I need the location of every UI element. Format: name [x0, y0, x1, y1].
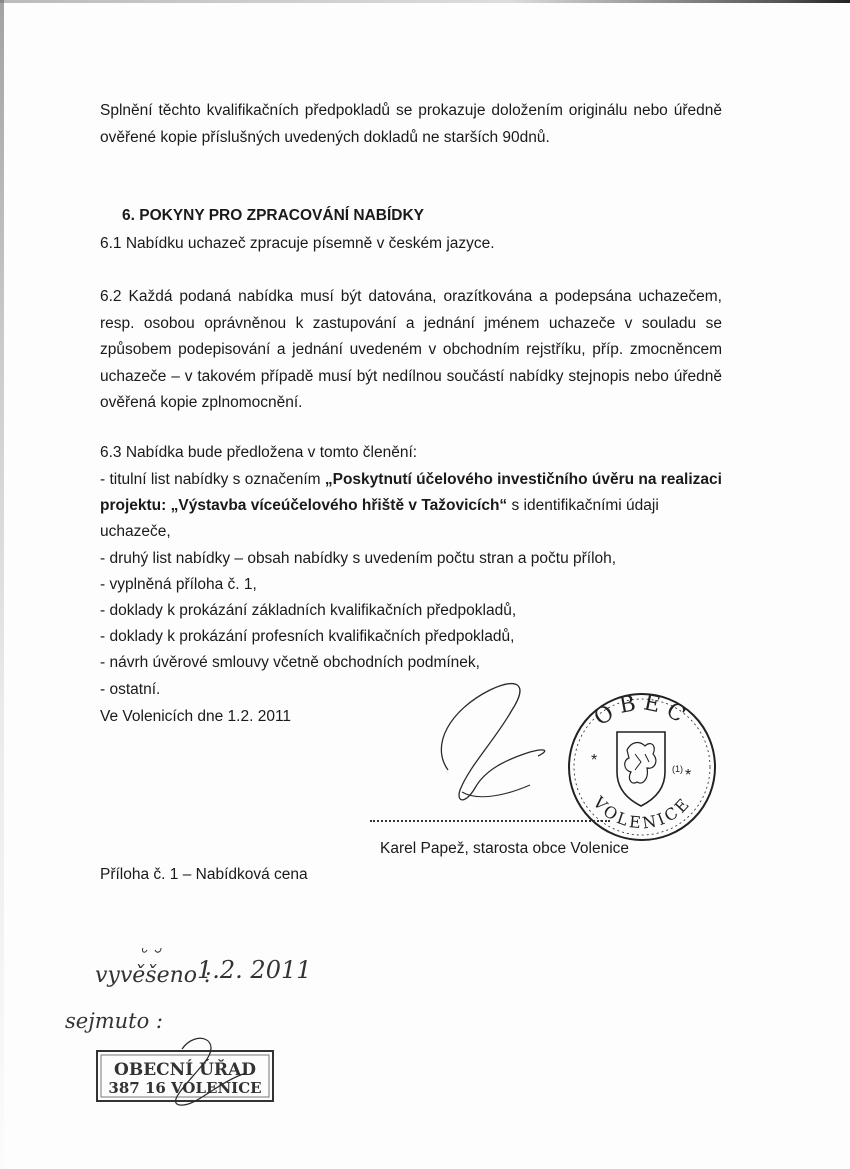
- scan-left-edge: [0, 0, 4, 1169]
- posted-label: vyvěšeno :: [95, 963, 212, 988]
- list-item: - doklady k prokázání základních kvalifikačních předpokladů,: [100, 602, 517, 620]
- section-heading: 6. POKYNY PRO ZPRACOVÁNÍ NABÍDKY: [122, 207, 425, 224]
- list-item: - titulní list nabídky s označením „Poskytnutí účelového investičního úvěru na realizaci projektu: „Výstavba víceúčelového hřiště v Tažovicích“ s identifikačními údaji uchazeče,: [100, 471, 722, 541]
- signatory: Karel Papež, starosta obce Volenice: [380, 840, 630, 857]
- list-item: - ostatní.: [100, 680, 161, 698]
- lion-shield-icon: [617, 732, 665, 806]
- list-item: - doklady k prokázání profesních kvalifikačních předpokladů,: [100, 628, 515, 646]
- scan-top-edge: [0, 0, 850, 3]
- list-item: - návrh úvěrové smlouvy včetně obchodních podmínek,: [100, 654, 480, 672]
- paragraph-6-2: 6.2 Každá podaná nabídka musí být datována, orazítkována a podepsána uchazečem, resp. osobou oprávněnou k zastupování a jednání jménem uchazeče v souladu se způsobem podepisování a jednání uvedeném v obchodním rejstříku, příp. zmocněncem uchazeče – v takovém případě musí být nedílnou součástí nabídky stejnopis nebo úředně ověřená kopie zplnomocnění.: [100, 288, 722, 411]
- removed-label: sejmuto :: [65, 1009, 163, 1033]
- handwritten-notes: [65, 940, 355, 1050]
- place-date: Ve Volenicích dne 1.2. 2011: [100, 708, 292, 725]
- svg-text:VOLENICE: [589, 792, 695, 832]
- seal-bottom-text: VOLENICE: [589, 792, 695, 833]
- contents-list: [100, 467, 728, 703]
- paragraph-6-1: 6.1 Nabídku uchazeč zpracuje písemně v českém jazyce.: [100, 235, 495, 252]
- list-item: - druhý list nabídky – obsah nabídky s uvedením počtu stran a počtu příloh,: [100, 549, 617, 567]
- seal-number: (1): [672, 764, 683, 774]
- svg-text:OBEC: [590, 690, 695, 731]
- seal-star-left: *: [591, 752, 598, 769]
- seal-star-right: *: [685, 767, 692, 784]
- intro-paragraph: Splnění těchto kvalifikačních předpokladů se prokazuje doložením originálu nebo úředně ověřené kopie příslušných uvedených dokladů ne starších 90dnů.: [100, 102, 722, 146]
- office-stamp: [96, 1043, 276, 1103]
- attachment-note: Příloha č. 1 – Nabídková cena: [100, 866, 308, 883]
- stamp-line2: 387 16 VOLENICE: [108, 1079, 262, 1097]
- signature-line: [370, 818, 610, 822]
- paragraph-6-3-intro: 6.3 Nabídka bude předložena v tomto členění:: [100, 444, 418, 461]
- posted-date: 1.2. 2011: [197, 956, 312, 984]
- stamp-line1: OBECNÍ ÚŘAD: [114, 1060, 256, 1080]
- seal-top-text: OBEC: [589, 690, 695, 732]
- list-item: - vyplněná příloha č. 1,: [100, 575, 257, 593]
- project-title: „Poskytnutí účelového investičního úvěru na realizaci projektu: „Výstavba víceúčelového hřiště v Tažovicích“: [100, 471, 722, 515]
